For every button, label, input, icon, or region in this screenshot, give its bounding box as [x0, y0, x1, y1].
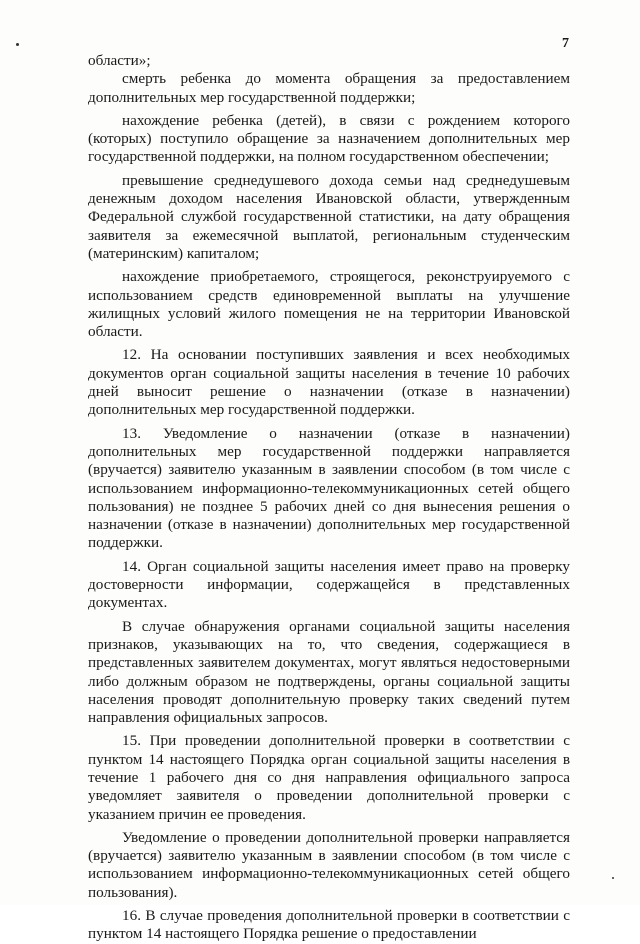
scan-speck: [16, 43, 19, 46]
paragraph: 14. Орган социальной защиты населения имеет право на проверку достоверности информации, содержащейся в представленных документах.: [88, 557, 570, 612]
paragraph: 15. При проведении дополнительной проверки в соответствии с пунктом 14 настоящего Порядка орган социальной защиты населения в течение 1 рабочего дня со дня направления официального запроса уведомляет заявителя о проведении дополнительной проверки с указанием причин ее проведения.: [88, 732, 570, 823]
document-body: [88, 52, 570, 944]
paragraph: превышение среднедушевого дохода семьи над среднедушевым денежным доходом населения Ивановской области, утвержденным Федеральной службой государственной статистики, на дату обращения заявителя за ежемесячной выплатой, региональным студенческим (материнским) капиталом;: [88, 171, 570, 262]
scan-speck: [612, 877, 614, 879]
paragraph: нахождение ребенка (детей), в связи с рождением которого (которых) поступило обращение за назначением дополнительных мер государственной поддержки, на полном государственном обеспечении;: [88, 111, 570, 166]
paragraph: смерть ребенка до момента обращения за предоставлением дополнительных мер государственной поддержки;: [88, 70, 570, 106]
paragraph: 13. Уведомление о назначении (отказе в назначении) дополнительных мер государственной поддержки направляется (вручается) заявителю указанным в заявлении способом (в том числе с использованием информационно-телекоммуникационных сетей общего пользования) не позднее 5 рабочих дней со дня вынесения решения о назначении (отказе в назначении) дополнительных мер государственной поддержки.: [88, 424, 570, 552]
page-number: 7: [562, 36, 569, 51]
paragraph: области»;: [88, 52, 151, 69]
paragraph: Уведомление о проведении дополнительной проверки направляется (вручается) заявителю указанным в заявлении способом (в том числе с использованием информационно-телекоммуникационных сетей общего пользования).: [88, 828, 570, 901]
paragraph: 16. В случае проведения дополнительной проверки в соответствии с пунктом 14 настоящего Порядка решение о предоставлении: [88, 907, 570, 943]
paragraph: нахождение приобретаемого, строящегося, реконструируемого с использованием средств единовременной выплаты на улучшение жилищных условий жилого помещения не на территории Ивановской области.: [88, 268, 570, 341]
paragraph: В случае обнаружения органами социальной защиты населения признаков, указывающих на то, что сведения, содержащиеся в представленных заявителем документах, могут являться недостоверными либо должным образом не подтверждены, органы социальной защиты населения проводят дополнительную проверку таких сведений путем направления официальных запросов.: [88, 617, 570, 727]
paragraph: 12. На основании поступивших заявления и всех необходимых документов орган социальной защиты населения в течение 10 рабочих дней выносит решение о назначении (отказе в назначении) дополнительных мер государственной поддержки.: [88, 346, 570, 419]
